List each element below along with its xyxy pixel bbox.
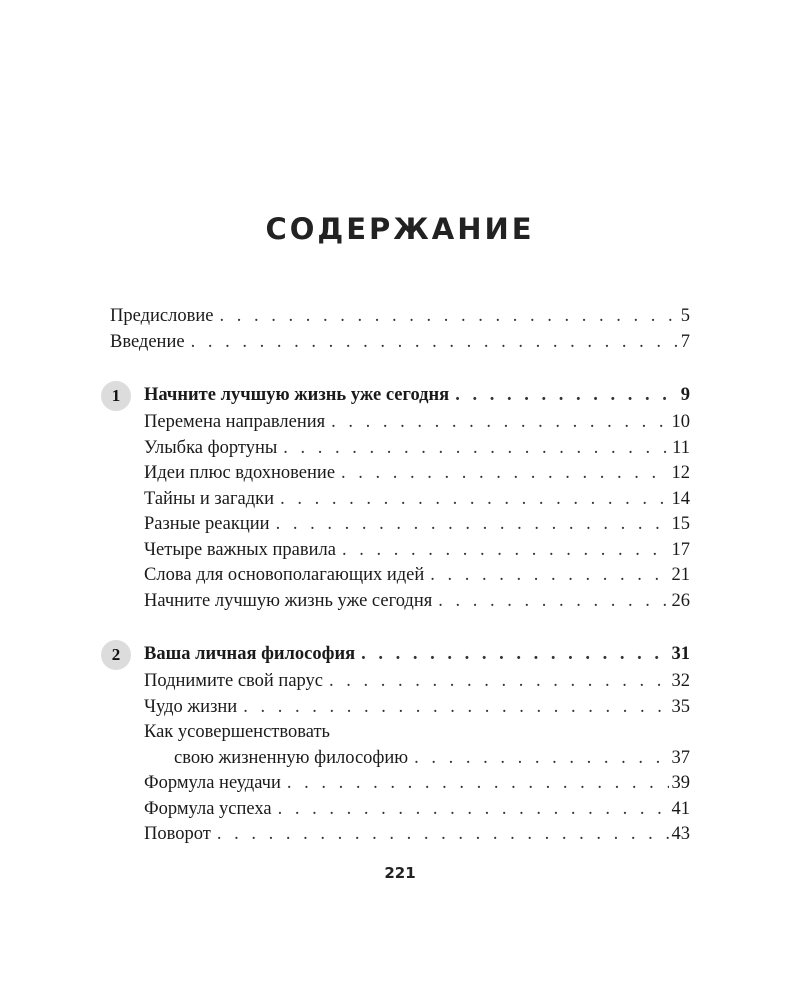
toc-entry-page: 11	[672, 437, 690, 458]
toc-entry-page: 26	[671, 590, 690, 611]
toc-entry[interactable]	[144, 487, 690, 513]
toc-entry-label: Слова для основополагающих идей	[144, 565, 425, 585]
dot-leader	[191, 330, 678, 356]
toc-entry-label: Тайны и загадки	[144, 488, 275, 509]
toc-entry-page: 7	[680, 331, 690, 352]
toc-entry-label: Улыбка фортуны	[144, 437, 278, 458]
dot-leader	[430, 563, 668, 589]
chapter-1	[110, 380, 690, 614]
toc-entry[interactable]	[144, 746, 690, 772]
toc-entry[interactable]	[144, 822, 690, 848]
toc-entry-label: Разные реакции	[144, 514, 270, 534]
chapter-title: Начните лучшую жизнь уже сегодня	[144, 385, 450, 405]
dot-leader	[438, 589, 668, 615]
toc-entry-page: 41	[671, 798, 690, 819]
chapter-title: Ваша личная философия	[144, 644, 356, 664]
toc-entry-label: Чудо жизни	[144, 696, 238, 717]
dot-leader	[414, 746, 668, 772]
toc-entry-label: Четыре важных правила	[144, 539, 336, 560]
toc-entry[interactable]	[144, 436, 690, 462]
dot-leader	[287, 771, 669, 797]
toc-entry-label: Перемена направления	[144, 412, 326, 432]
toc-entry-page: 21	[671, 565, 690, 585]
dot-leader	[280, 487, 668, 513]
toc-entry-label: Идеи плюс вдохновение	[144, 463, 336, 483]
dot-leader	[278, 797, 669, 823]
page-number: 221	[384, 864, 416, 882]
toc-entry[interactable]	[144, 797, 690, 823]
toc-entry[interactable]	[144, 538, 690, 564]
toc-entry-page: 39	[671, 773, 690, 793]
chapter-2	[110, 639, 690, 848]
toc-entry-label: Формула успеха	[144, 798, 272, 819]
toc-entry-label: Поворот	[144, 824, 211, 844]
toc-entry-page: 12	[671, 463, 690, 483]
toc-entry[interactable]	[144, 771, 690, 797]
toc-entry[interactable]	[144, 410, 690, 436]
page-title: СОДЕРЖАНИЕ	[265, 212, 535, 246]
toc-entry-label: Введение	[110, 331, 185, 352]
toc-entry-page: 14	[671, 488, 690, 509]
toc-entry-preface[interactable]	[110, 304, 690, 330]
chapter-number-badge: 1	[101, 381, 131, 411]
toc-entry-page: 43	[671, 824, 690, 844]
toc-entry[interactable]	[144, 695, 690, 721]
dot-leader	[283, 436, 669, 462]
toc-entry-page: 35	[671, 696, 690, 717]
dot-leader	[455, 380, 678, 410]
toc-entry-page: 5	[680, 306, 690, 326]
toc-entry[interactable]	[144, 589, 690, 615]
toc-entry-label: Формула неудачи	[144, 773, 281, 793]
toc-entry-label: свою жизненную философию	[174, 747, 409, 768]
chapter-page: 31	[671, 644, 690, 664]
toc-entry[interactable]	[144, 669, 690, 695]
toc-entry-first-line[interactable]: Как усовершенствовать	[144, 722, 330, 742]
dot-leader	[329, 669, 669, 695]
toc-entry[interactable]	[144, 512, 690, 538]
chapter-number-badge: 2	[101, 640, 131, 670]
dot-leader	[342, 538, 669, 564]
dot-leader	[341, 461, 668, 487]
dot-leader	[276, 512, 669, 538]
dot-leader	[219, 304, 677, 330]
toc-entry[interactable]	[144, 461, 690, 487]
dot-leader	[217, 822, 669, 848]
toc-entry-introduction[interactable]	[110, 330, 690, 356]
dot-leader	[331, 410, 668, 436]
table-of-contents	[110, 304, 690, 848]
dot-leader	[243, 695, 668, 721]
toc-entry-label: Предисловие	[110, 306, 214, 326]
chapter-title-entry[interactable]	[110, 380, 690, 410]
chapter-title-entry[interactable]	[110, 639, 690, 669]
toc-entry-page: 17	[671, 539, 690, 560]
dot-leader	[361, 639, 668, 669]
toc-entry[interactable]	[144, 563, 690, 589]
toc-entry-page: 32	[671, 671, 690, 691]
toc-entry-page: 37	[671, 747, 690, 768]
toc-entry-page: 10	[671, 412, 690, 432]
toc-entry-label: Начните лучшую жизнь уже сегодня	[144, 590, 433, 611]
toc-entry-label: Поднимите свой парус	[144, 671, 323, 691]
chapter-page: 9	[680, 385, 690, 405]
toc-entry-page: 15	[671, 514, 690, 534]
